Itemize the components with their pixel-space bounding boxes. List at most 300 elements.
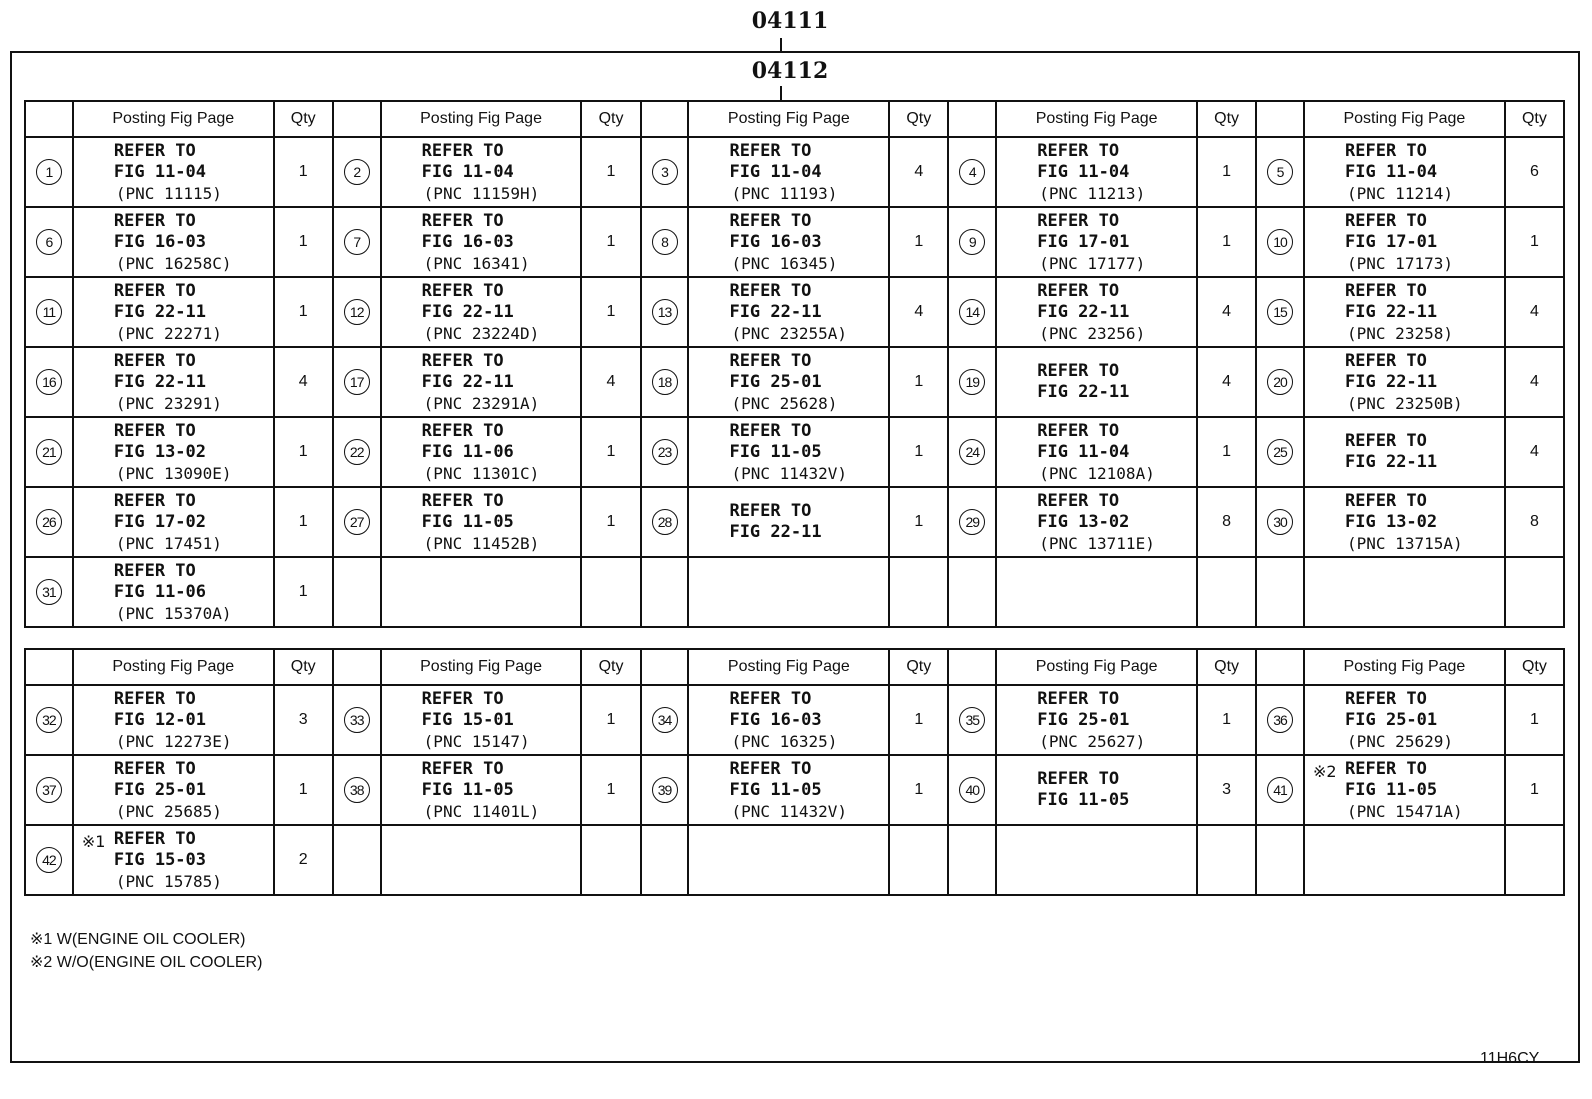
refer-to-label: REFER TO [1037,490,1120,511]
item-number-cell [948,137,996,207]
header-qty-cell: Qty [274,649,333,685]
footnote-mark: ※1 [81,832,106,851]
figure-reference: FIG 11-04 [1345,161,1438,182]
pnc-reference: (PNC 11159H) [423,183,540,203]
pnc-reference: (PNC 12273E) [115,731,232,751]
item-number-cell [641,487,689,557]
pnc-reference: (PNC 16325) [731,731,838,751]
quantity-cell: 4 [1505,347,1564,417]
item-number-circle: 42 [36,847,62,873]
item-number-cell [333,207,381,277]
quantity-cell [889,825,948,895]
reference-cell [1304,755,1505,825]
quantity-cell: 1 [274,417,333,487]
pnc-reference: (PNC 13090E) [115,463,232,483]
table-row [25,207,1564,277]
item-number-circle: 16 [36,369,62,395]
reference-cell [688,825,889,895]
item-number-circle: 31 [36,579,62,605]
figure-reference: FIG 17-01 [1345,231,1438,252]
reference-cell [381,825,582,895]
item-number-cell [25,347,73,417]
item-number-cell [25,685,73,755]
item-number-cell [948,277,996,347]
quantity-cell: 1 [1197,137,1256,207]
reference-cell [996,347,1197,417]
item-number-cell [948,207,996,277]
quantity-cell: 1 [274,487,333,557]
table-row [25,755,1564,825]
table-row [25,487,1564,557]
refer-to-label: REFER TO [729,210,812,231]
refer-to-label: REFER TO [1037,140,1120,161]
item-number-cell [1256,347,1304,417]
parts-table-2 [24,648,1565,896]
pnc-reference: (PNC 16341) [423,253,530,273]
refer-to-label: REFER TO [1345,350,1427,371]
footnote-mark: ※2 [1313,762,1337,781]
item-number-cell [641,347,689,417]
item-number-circle: 23 [652,439,678,465]
item-number-circle: 38 [344,777,370,803]
connector-line-top [780,38,782,52]
quantity-cell: 1 [1505,207,1564,277]
quantity-cell: 3 [1197,755,1256,825]
item-number-circle: 25 [1267,439,1293,465]
reference-cell [688,207,889,277]
header-ref-cell: Posting Fig Page [73,101,274,137]
figure-reference: FIG 15-01 [421,709,514,730]
pnc-reference: (PNC 11432V) [731,463,848,483]
table-row [25,685,1564,755]
header-num-cell [1256,101,1304,137]
figure-reference: FIG 16-03 [729,231,822,252]
quantity-cell: 4 [1197,347,1256,417]
quantity-cell: 1 [274,137,333,207]
item-number-cell [948,825,996,895]
pnc-reference: (PNC 11432V) [731,801,848,821]
quantity-cell: 4 [274,347,333,417]
item-number-circle: 8 [652,229,678,255]
quantity-cell: 1 [889,487,948,557]
item-number-circle: 36 [1267,707,1293,733]
item-number-cell [1256,487,1304,557]
header-ref-cell: Posting Fig Page [381,101,582,137]
reference-cell [688,137,889,207]
header-num-cell [948,101,996,137]
quantity-cell: 1 [581,685,640,755]
figure-reference: FIG 11-05 [729,779,822,800]
refer-to-label: REFER TO [113,688,196,709]
refer-to-label: REFER TO [421,758,504,779]
figure-reference: FIG 15-03 [113,849,207,870]
item-number-circle: 27 [344,509,370,535]
item-number-circle: 10 [1267,229,1293,255]
item-number-cell [25,277,73,347]
figure-id: 11H6CY [1480,1050,1540,1067]
reference-cell [73,137,274,207]
refer-to-label: REFER TO [421,420,504,441]
quantity-cell: 1 [581,277,640,347]
pnc-reference: (PNC 13711E) [1039,533,1155,553]
figure-reference: FIG 11-04 [1037,441,1130,462]
reference-cell [688,685,889,755]
pnc-reference: (PNC 25628) [731,393,838,413]
reference-cell [381,347,582,417]
refer-to-label: REFER TO [1037,280,1120,301]
item-number-cell [948,417,996,487]
reference-cell [381,137,582,207]
quantity-cell: 1 [274,755,333,825]
figure-reference: FIG 16-03 [113,231,207,252]
table-row [25,347,1564,417]
reference-cell [688,557,889,627]
item-number-cell [333,557,381,627]
item-number-circle: 4 [959,159,985,185]
table-row [25,417,1564,487]
reference-cell [996,557,1197,627]
item-number-circle: 9 [959,229,985,255]
figure-reference: FIG 22-11 [1037,382,1130,402]
refer-to-label: REFER TO [1037,210,1120,231]
quantity-cell: 2 [274,825,333,895]
footnote-2: ※2 W/O(ENGINE OIL COOLER) [30,954,263,971]
figure-reference: FIG 22-11 [421,371,514,392]
quantity-cell: 4 [581,347,640,417]
reference-cell [381,417,582,487]
item-number-cell [333,137,381,207]
refer-to-label: REFER TO [1037,688,1120,709]
item-number-cell [641,207,689,277]
quantity-cell: 4 [889,137,948,207]
footnotes [30,928,262,974]
figure-reference: FIG 22-11 [1037,301,1130,322]
reference-cell [381,277,582,347]
quantity-cell [1197,557,1256,627]
reference-cell [996,487,1197,557]
refer-to-label: REFER TO [1345,688,1427,709]
item-number-circle: 41 [1267,777,1293,803]
reference-cell [688,487,889,557]
refer-to-label: REFER TO [113,758,196,779]
item-number-cell [1256,755,1304,825]
figure-reference: FIG 11-04 [113,161,207,182]
item-number-cell [1256,557,1304,627]
item-number-cell [25,207,73,277]
pnc-reference: (PNC 23291) [115,393,222,413]
refer-to-label: REFER TO [113,828,196,849]
reference-cell [688,347,889,417]
figure-reference: FIG 16-03 [729,709,822,730]
header-row [25,649,1564,685]
header-qty-cell: Qty [581,649,640,685]
reference-cell [73,825,274,895]
reference-cell [996,277,1197,347]
refer-to-label: REFER TO [421,210,504,231]
item-number-cell [25,557,73,627]
item-number-cell [948,755,996,825]
reference-cell [73,347,274,417]
item-number-circle: 24 [959,439,985,465]
item-number-cell [641,755,689,825]
item-number-cell [1256,417,1304,487]
pnc-reference: (PNC 15785) [115,871,222,891]
figure-reference: FIG 22-11 [729,522,822,542]
figure-reference: FIG 11-06 [113,581,207,602]
parent-part-code: 04111 [751,8,829,34]
item-number-cell [1256,685,1304,755]
item-number-cell [333,347,381,417]
refer-to-label: REFER TO [421,350,504,371]
pnc-reference: (PNC 25685) [115,801,222,821]
pnc-reference: (PNC 17451) [115,533,222,553]
pnc-reference: (PNC 13715A) [1347,533,1463,553]
refer-to-label: REFER TO [1345,431,1427,451]
quantity-cell [1505,825,1564,895]
item-number-cell [1256,825,1304,895]
figure-reference: FIG 11-04 [421,161,514,182]
refer-to-label: REFER TO [729,350,812,371]
item-number-circle: 18 [652,369,678,395]
item-number-circle: 29 [959,509,985,535]
quantity-cell: 1 [274,207,333,277]
pnc-reference: (PNC 25629) [1347,731,1453,751]
header-ref-cell: Posting Fig Page [1304,101,1505,137]
reference-cell [1304,825,1505,895]
refer-to-label: REFER TO [729,280,812,301]
header-qty-cell: Qty [1197,101,1256,137]
refer-to-label: REFER TO [113,280,196,301]
header-num-cell [25,649,73,685]
quantity-cell [889,557,948,627]
quantity-cell: 3 [274,685,333,755]
pnc-reference: (PNC 23224D) [423,323,540,343]
item-number-circle: 26 [36,509,62,535]
refer-to-label: REFER TO [729,688,812,709]
item-number-cell [333,417,381,487]
quantity-cell: 4 [1505,417,1564,487]
reference-cell [688,755,889,825]
figure-reference: FIG 22-11 [113,301,207,322]
header-ref-cell: Posting Fig Page [996,101,1197,137]
pnc-reference: (PNC 11115) [115,183,222,203]
item-number-cell [948,557,996,627]
quantity-cell: 1 [581,417,640,487]
header-qty-cell: Qty [889,101,948,137]
figure-reference: FIG 11-05 [421,511,514,532]
pnc-reference: (PNC 15147) [423,731,530,751]
figure-reference: FIG 25-01 [113,779,207,800]
header-num-cell [641,649,689,685]
item-number-cell [641,825,689,895]
item-number-circle: 1 [36,159,62,185]
quantity-cell: 1 [889,685,948,755]
quantity-cell: 1 [1197,207,1256,277]
figure-reference: FIG 25-01 [729,371,822,392]
pnc-reference: (PNC 23291A) [423,393,540,413]
reference-cell [381,685,582,755]
refer-to-label: REFER TO [1037,361,1120,381]
figure-reference: FIG 13-02 [113,441,207,462]
table-row [25,557,1564,627]
reference-cell [73,417,274,487]
refer-to-label: REFER TO [1345,140,1427,161]
item-number-cell [948,487,996,557]
item-number-cell [25,137,73,207]
reference-cell [1304,685,1505,755]
reference-cell [996,825,1197,895]
header-num-cell [641,101,689,137]
reference-cell [381,487,582,557]
reference-cell [1304,207,1505,277]
item-number-circle: 14 [959,299,985,325]
refer-to-label: REFER TO [113,210,196,231]
item-number-circle: 34 [652,707,678,733]
reference-cell [1304,277,1505,347]
pnc-reference: (PNC 11193) [731,183,838,203]
figure-reference: FIG 17-02 [113,511,207,532]
quantity-cell: 6 [1505,137,1564,207]
figure-reference: FIG 12-01 [113,709,207,730]
reference-cell [688,277,889,347]
header-qty-cell: Qty [1197,649,1256,685]
reference-cell [381,557,582,627]
reference-cell [73,487,274,557]
header-qty-cell: Qty [581,101,640,137]
refer-to-label: REFER TO [113,350,196,371]
quantity-cell: 1 [889,347,948,417]
reference-cell [73,277,274,347]
reference-cell [688,417,889,487]
quantity-cell: 1 [581,207,640,277]
header-qty-cell: Qty [1505,101,1564,137]
item-number-cell [641,417,689,487]
item-number-circle: 5 [1267,159,1293,185]
refer-to-label: REFER TO [729,758,812,779]
quantity-cell: 4 [1505,277,1564,347]
pnc-reference: (PNC 16258C) [115,253,232,273]
figure-reference: FIG 22-11 [421,301,514,322]
quantity-cell [1505,557,1564,627]
pnc-reference: (PNC 23256) [1039,323,1146,343]
item-number-circle: 2 [344,159,370,185]
item-number-cell [948,685,996,755]
reference-cell [73,557,274,627]
header-qty-cell: Qty [1505,649,1564,685]
quantity-cell: 1 [581,137,640,207]
refer-to-label: REFER TO [1345,280,1427,301]
item-number-circle: 37 [36,777,62,803]
header-ref-cell: Posting Fig Page [688,101,889,137]
header-ref-cell: Posting Fig Page [996,649,1197,685]
figure-reference: FIG 22-11 [1345,301,1438,322]
quantity-cell: 1 [1505,755,1564,825]
refer-to-label: REFER TO [729,420,812,441]
header-row [25,101,1564,137]
item-number-cell [641,685,689,755]
header-num-cell [1256,649,1304,685]
item-number-cell [25,755,73,825]
item-number-circle: 21 [36,439,62,465]
item-number-cell [1256,277,1304,347]
reference-cell [381,755,582,825]
pnc-reference: (PNC 23258) [1347,323,1453,343]
quantity-cell [581,557,640,627]
quantity-cell: 1 [889,755,948,825]
quantity-cell: 1 [1505,685,1564,755]
figure-reference: FIG 11-04 [1037,161,1130,182]
reference-cell [1304,347,1505,417]
figure-reference: FIG 17-01 [1037,231,1130,252]
item-number-cell [333,487,381,557]
figure-reference: FIG 25-01 [1345,709,1438,730]
quantity-cell: 1 [1197,417,1256,487]
header-ref-cell: Posting Fig Page [688,649,889,685]
header-ref-cell: Posting Fig Page [73,649,274,685]
reference-cell [996,685,1197,755]
reference-cell [73,207,274,277]
item-number-circle: 12 [344,299,370,325]
quantity-cell: 1 [274,557,333,627]
item-number-circle: 32 [36,707,62,733]
figure-reference: FIG 25-01 [1037,709,1130,730]
header-ref-cell: Posting Fig Page [381,649,582,685]
refer-to-label: REFER TO [113,560,196,581]
figure-reference: FIG 22-11 [1345,452,1438,472]
item-number-circle: 28 [652,509,678,535]
figure-reference: FIG 13-02 [1345,511,1438,532]
refer-to-label: REFER TO [421,280,504,301]
reference-cell [996,417,1197,487]
figure-reference: FIG 16-03 [421,231,514,252]
quantity-cell: 1 [581,755,640,825]
item-number-cell [25,487,73,557]
item-number-circle: 11 [36,299,62,325]
pnc-reference: (PNC 11214) [1347,183,1453,203]
refer-to-label: REFER TO [1037,769,1120,789]
refer-to-label: REFER TO [421,688,504,709]
item-number-cell [641,557,689,627]
figure-reference: FIG 13-02 [1037,511,1130,532]
pnc-reference: (PNC 15471A) [1347,801,1463,821]
figure-reference: FIG 22-11 [1345,371,1438,392]
reference-cell [1304,417,1505,487]
reference-cell [381,207,582,277]
pnc-reference: (PNC 15370A) [115,603,232,623]
item-number-circle: 40 [959,777,985,803]
item-number-circle: 20 [1267,369,1293,395]
item-number-circle: 19 [959,369,985,395]
header-num-cell [25,101,73,137]
item-number-cell [333,825,381,895]
figure-reference: FIG 11-04 [729,161,822,182]
pnc-reference: (PNC 11213) [1039,183,1146,203]
quantity-cell: 8 [1505,487,1564,557]
figure-reference: FIG 22-11 [113,371,207,392]
pnc-reference: (PNC 11452B) [423,533,540,553]
item-number-circle: 3 [652,159,678,185]
pnc-reference: (PNC 11301C) [423,463,540,483]
reference-cell [996,137,1197,207]
header-qty-cell: Qty [274,101,333,137]
refer-to-label: REFER TO [421,490,504,511]
quantity-cell: 1 [1197,685,1256,755]
item-number-circle: 30 [1267,509,1293,535]
refer-to-label: REFER TO [113,140,196,161]
item-number-circle: 33 [344,707,370,733]
table-row [25,277,1564,347]
refer-to-label: REFER TO [1345,490,1427,511]
